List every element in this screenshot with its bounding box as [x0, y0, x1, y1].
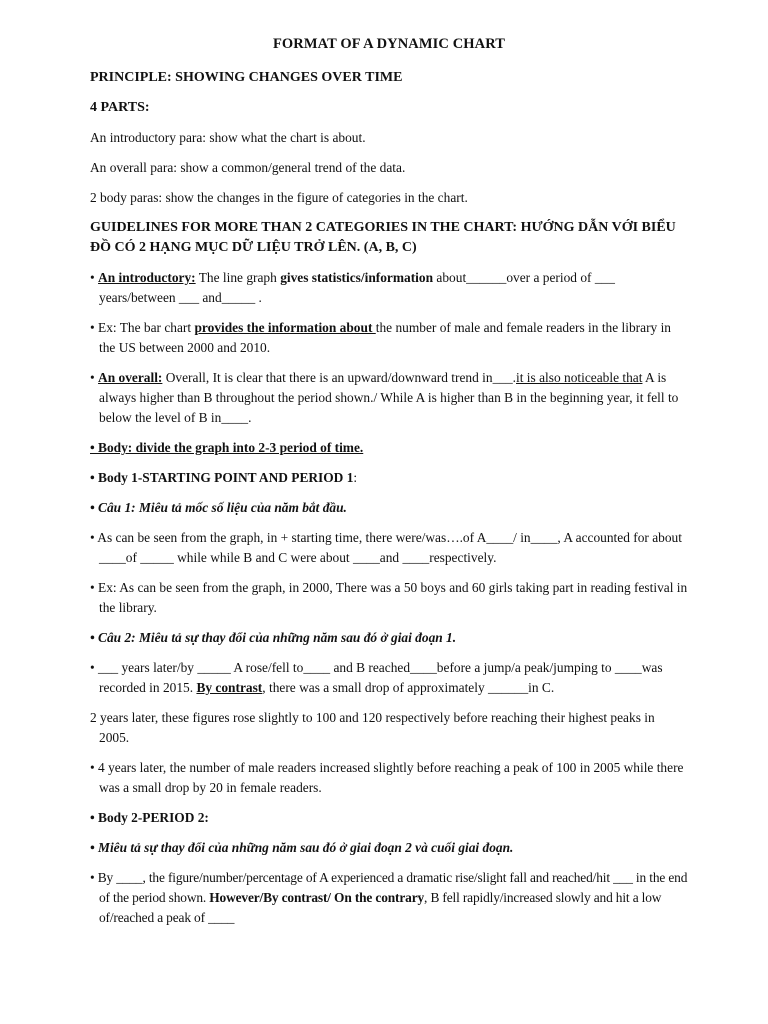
cau-2-heading: • Câu 2: Miêu tả sự thay đổi của những năm sau đó ở giai đoạn 1.	[90, 630, 457, 645]
body-1-colon: :	[353, 470, 358, 485]
years-later-paragraph	[90, 658, 688, 698]
as-seen-paragraph: • As can be seen from the graph, in + starting time, there were/was….of A____/ in____, A accounted for about ____of _____ while while B and C were about ____and ____respectively.	[90, 530, 682, 565]
body-paras-line: 2 body paras: show the changes in the figure of categories in the chart.	[90, 190, 468, 205]
introductory-bold: gives statistics/information	[280, 270, 434, 285]
by-text: • By ____, the figure/number/percentage of A experienced a dramatic rise/slight fall and reached/hit ___ in the end of the period shown.	[90, 870, 688, 905]
parts-heading: 4 PARTS:	[90, 100, 150, 115]
by-contrast-bold: By contrast	[196, 680, 263, 695]
body-2-heading: • Body 2-PERIOD 2:	[90, 810, 209, 825]
four-years-paragraph: • 4 years later, the number of male readers increased slightly before reaching a peak of 100 in 2005 while there was a small drop by 20 in female readers.	[90, 760, 684, 795]
by-paragraph	[90, 868, 688, 928]
example-1-text-2: the number of male and female readers in the library in the US between 2000 and 2010.	[99, 320, 671, 355]
example-1-text: • Ex: The bar chart	[90, 320, 195, 335]
overall-para-line: An overall para: show a common/general trend of the data.	[90, 160, 406, 175]
two-years-paragraph: 2 years later, these figures rose slightly to 100 and 120 respectively before reaching their highest peaks in 2005.	[90, 710, 655, 745]
example-1-paragraph	[90, 318, 688, 358]
however-bold: However/By contrast/ On the contrary	[209, 890, 425, 905]
body-divide-line: • Body: divide the graph into 2-3 period of time.	[90, 440, 364, 455]
introductory-text-2: about______over a period of ___ years/between ___ and_____ .	[99, 270, 615, 305]
intro-para-line: An introductory para: show what the chart is about.	[90, 130, 366, 145]
overall-text: Overall, It is clear that there is an upward/downward trend in___.	[162, 370, 517, 385]
mieu-ta-heading: • Miêu tả sự thay đổi của những năm sau đó ở giai đoạn 2 và cuối giai đoạn.	[90, 840, 514, 855]
by-text-2: , B fell rapidly/increased slowly and hit a low of/reached a peak of ____	[99, 890, 662, 925]
years-later-text: • ___ years later/by _____ A rose/fell to____ and B reached____before a jump/a peak/jumping to ____was recorded in 2015.	[90, 660, 663, 695]
body-1-label: • Body 1-STARTING POINT AND PERIOD 1	[90, 470, 354, 485]
overall-underlined: it is also noticeable that	[516, 370, 643, 385]
document-title: FORMAT OF A DYNAMIC CHART	[272, 36, 506, 52]
overall-text-2: A is always higher than B throughout the period shown./ While A is higher than B in the beginning year, it fell to below the level of B in____.	[99, 370, 679, 425]
years-later-text-2: , there was a small drop of approximately ______in C.	[262, 680, 555, 695]
bullet: •	[90, 270, 99, 285]
bullet: •	[90, 370, 99, 385]
example-1-bold: provides the information about	[194, 320, 376, 335]
overall-label: An overall:	[98, 370, 163, 385]
introductory-paragraph	[90, 268, 688, 308]
body-1-heading	[90, 468, 688, 488]
introductory-text: The line graph	[195, 270, 281, 285]
example-2-paragraph: • Ex: As can be seen from the graph, in 2000, There was a 50 boys and 60 girls taking part in reading festival in the library.	[90, 580, 688, 615]
overall-paragraph	[90, 368, 688, 428]
introductory-label: An introductory:	[98, 270, 196, 285]
principle-heading: PRINCIPLE: SHOWING CHANGES OVER TIME	[90, 70, 403, 85]
cau-1-heading: • Câu 1: Miêu tả mốc số liệu của năm bắt đầu.	[90, 500, 347, 515]
guidelines-heading: GUIDELINES FOR MORE THAN 2 CATEGORIES IN THE CHART: HƯỚNG DẪN VỚI BIỂU ĐỒ CÓ 2 HẠNG MỤC DỮ LIỆU TRỞ LÊN. (A, B, C)	[90, 220, 676, 255]
